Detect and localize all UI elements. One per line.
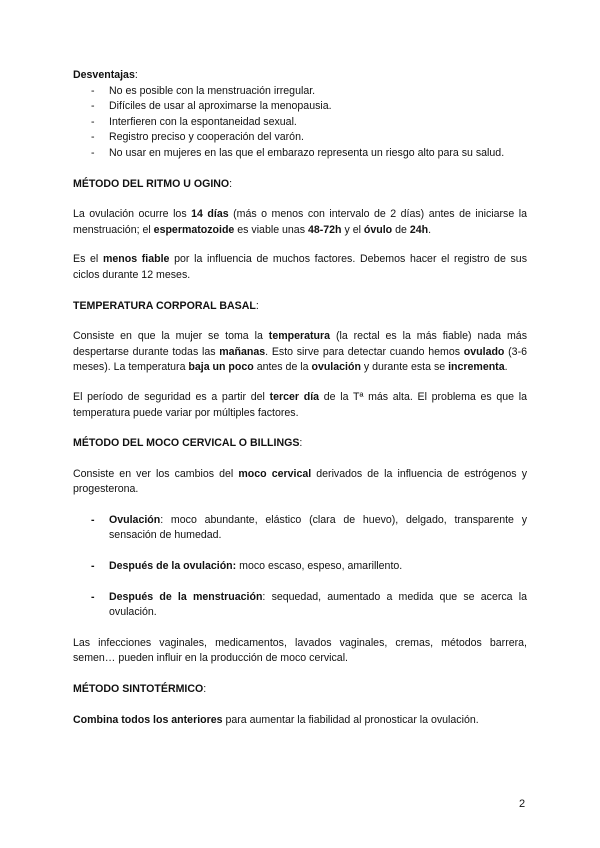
moco-paragraph-1: Consiste en ver los cambios del moco cervical derivados de la influencia de estrógenos y progesterona. [73,467,527,496]
heading-colon: : [203,683,207,696]
dash-bullet: - [91,100,95,113]
dash-bullet: - [91,115,95,128]
desventajas-list [73,84,527,162]
heading-moco [73,436,527,452]
heading-colon: : [299,437,303,450]
list-item [73,84,527,100]
moco-list [73,513,527,621]
dash-bullet: - [91,131,95,144]
dash-bullet: - [91,590,95,603]
dash-bullet: - [91,84,95,97]
page-number: 2 [519,798,526,810]
heading-text: MÉTODO DEL MOCO CERVICAL O BILLINGS [73,437,300,450]
heading-colon: : [255,299,259,312]
ritmo-paragraph-1: La ovulación ocurre los 14 días (más o menos con intervalo de 2 días) antes de iniciarse la menstruación; el espermatozoide es viable unas 48-72h y el óvulo de 24h. [73,208,527,236]
heading-text: MÉTODO DEL RITMO U OGINO [73,177,230,190]
heading-temperatura [73,299,527,315]
list-item [73,130,527,146]
heading-colon: : [134,69,138,81]
dash-bullet: - [91,513,95,526]
list-item: - Después de la ovulación: moco escaso, espeso, amarillento. [73,559,527,575]
temperatura-paragraph-1: Consiste en que la mujer se toma la temperatura (la rectal es la más fiable) nada más despertarse durante todas las mañanas. Esto sirve para detectar cuando hemos ovulado (3-6 meses). La temperatura baja un poco antes de la ovulación y durante esta se incrementa. [73,330,527,374]
heading-desventajas [73,68,527,84]
list-item [73,146,527,162]
temperatura-paragraph-2: El período de seguridad es a partir del tercer día de la Tª más alta. El problema es que la temperatura puede variar por múltiples factores. [73,390,527,419]
heading-text: Desventajas [73,69,135,81]
dash-bullet: - [91,146,95,159]
list-item: - Después de la menstruación: sequedad, aumentado a medida que se acerca la ovulación. [91,590,527,619]
document-page [73,68,527,728]
heading-ritmo [73,177,527,193]
heading-text: TEMPERATURA CORPORAL BASAL [73,299,256,312]
list-item-text: No usar en mujeres en las que el embarazo representa un riesgo alto para su salud. [109,146,505,159]
list-item-text: Interfieren con la espontaneidad sexual. [109,115,297,128]
moco-paragraph-2: Las infecciones vaginales, medicamentos, lavados vaginales, cremas, métodos barrera, semen… pueden influir en la producción de moco cervical. [73,636,527,665]
heading-text: MÉTODO SINTOTÉRMICO [73,683,204,696]
heading-sintotermico [73,682,527,698]
list-item-text: Difíciles de usar al aproximarse la menopausia. [109,100,332,113]
ritmo-paragraph-2: Es el menos fiable por la influencia de muchos factores. Debemos hacer el registro de sus ciclos durante 12 meses. [73,253,527,281]
list-item [73,115,527,131]
dash-bullet: - [91,560,95,573]
list-item: - Ovulación: moco abundante, elástico (clara de huevo), delgado, transparente y sensación de humedad. [91,513,527,542]
list-item [73,99,527,115]
list-item-text: No es posible con la menstruación irregular. [109,84,316,97]
sintotermico-paragraph-1: Combina todos los anteriores para aumentar la fiabilidad al pronosticar la ovulación. [73,713,479,726]
heading-colon: : [229,177,233,190]
list-item-text: Registro preciso y cooperación del varón. [109,131,304,144]
